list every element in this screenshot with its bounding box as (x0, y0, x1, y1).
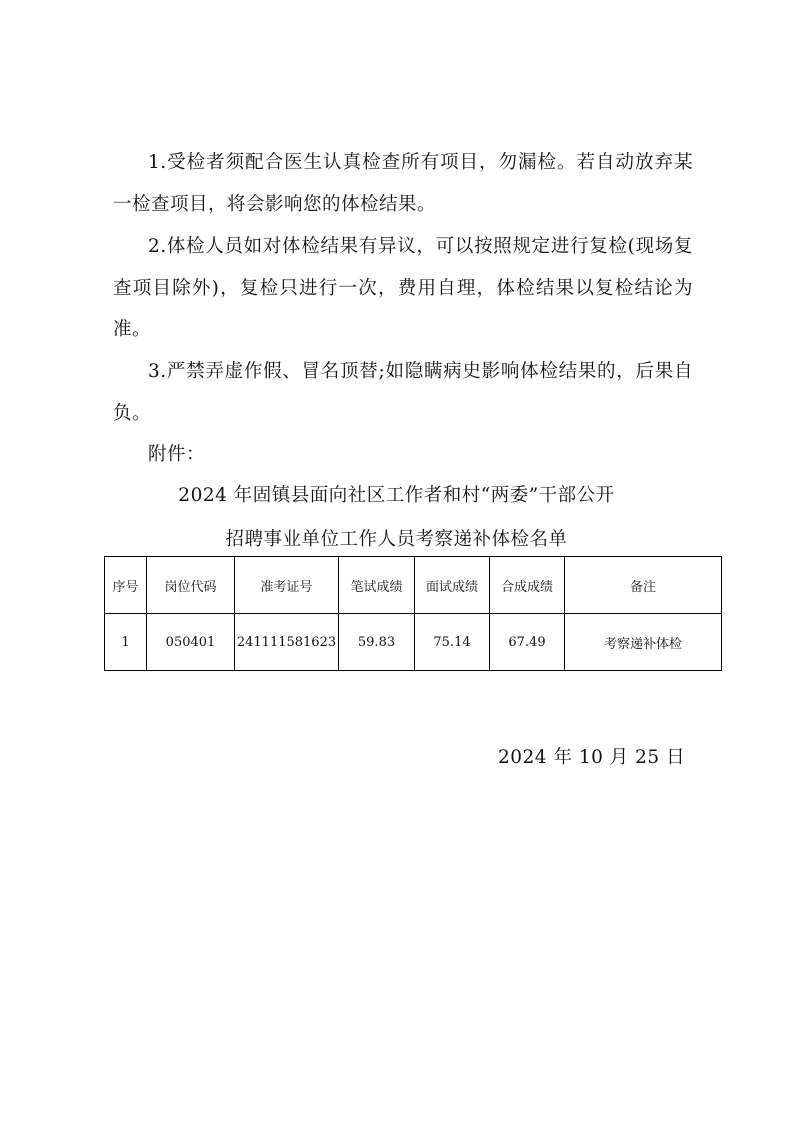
cell-interview-score: 75.14 (415, 614, 490, 671)
header-seq: 序号 (105, 557, 147, 614)
table-row (105, 614, 722, 671)
cell-written-score: 59.83 (339, 614, 415, 671)
header-remarks: 备注 (565, 557, 722, 614)
list-title-line-1: 2024 年固镇县面向社区工作者和村“两委”干部公开 (178, 485, 615, 506)
cell-seq: 1 (105, 614, 147, 671)
rule-paragraph-2: 2.体检人员如对体检结果有异议，可以按照规定进行复检(现场复查项目除外)，复检只进行一次，费用自理，体检结果以复检结论为准。 (113, 236, 693, 340)
rule-paragraph-1: 1.受检者须配合医生认真检查所有项目，勿漏检。若自动放弃某一检查项目，将会影响您的体检结果。 (113, 152, 693, 215)
header-ticket-no: 准考证号 (235, 557, 339, 614)
header-interview-score: 面试成绩 (415, 557, 490, 614)
document-date: 2024 年 10 月 25 日 (498, 747, 686, 768)
header-post-code: 岗位代码 (147, 557, 235, 614)
header-written-score: 笔试成绩 (339, 557, 415, 614)
cell-remarks: 考察递补体检 (565, 614, 722, 671)
rule-paragraph-3: 3.严禁弄虚作假、冒名顶替;如隐瞒病史影响体检结果的，后果自负。 (113, 361, 693, 424)
cell-total-score: 67.49 (490, 614, 565, 671)
table-header-row (105, 557, 722, 614)
exam-roster-table (104, 556, 722, 671)
cell-ticket-no: 241111581623 (235, 614, 339, 671)
cell-post-code: 050401 (147, 614, 235, 671)
list-title-line-2: 招聘事业单位工作人员考察递补体检名单 (225, 529, 568, 550)
attachment-label: 附件： (148, 444, 206, 465)
header-total-score: 合成成绩 (490, 557, 565, 614)
